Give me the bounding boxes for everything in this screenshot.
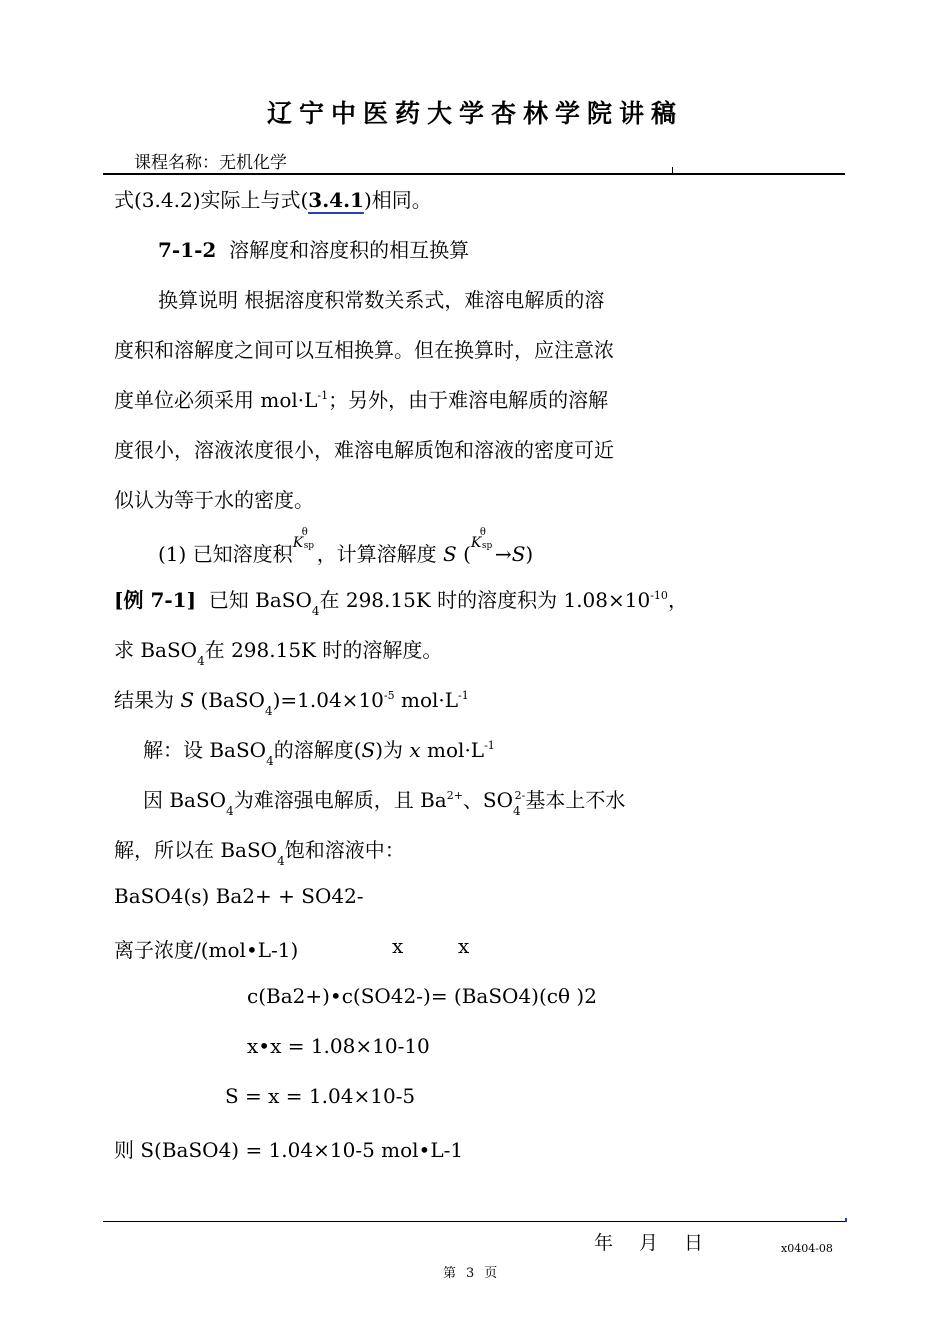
header-rule bbox=[103, 173, 845, 175]
footer-rule bbox=[103, 1221, 845, 1222]
superscript: 2+ bbox=[446, 789, 463, 802]
solution-line bbox=[143, 734, 495, 768]
ksp-symbol bbox=[470, 527, 495, 559]
paragraph-line: 换算说明 根据溶度积常数关系式，难溶电解质的溶 bbox=[158, 288, 605, 312]
equation-value: x bbox=[458, 934, 470, 958]
ksp-letter: K bbox=[470, 535, 482, 551]
paragraph-line: 度很小，溶液浓度很小，难溶电解质饱和溶液的密度可近 bbox=[114, 438, 614, 462]
example-label: [例 bbox=[114, 588, 151, 612]
page-prefix: 第 bbox=[443, 1266, 457, 1281]
section-heading bbox=[158, 234, 469, 263]
superscript: -1 bbox=[317, 389, 329, 402]
superscript: -5 bbox=[383, 689, 395, 702]
ksp-subscript: sp bbox=[481, 541, 493, 551]
superscript: -1 bbox=[458, 689, 469, 702]
document-code: x0404-08 bbox=[781, 1242, 833, 1255]
text-fragment: 求 BaSO bbox=[114, 638, 198, 662]
ksp-symbol bbox=[292, 527, 317, 559]
arrow: → bbox=[494, 542, 512, 566]
text-fragment: ，计算溶解度 bbox=[316, 542, 437, 566]
text-fragment: 式(3.4.2)实际上与式( bbox=[114, 188, 309, 212]
text-fragment: ( bbox=[463, 542, 471, 566]
subscript: 4 bbox=[513, 804, 521, 818]
superscript: -10 bbox=[650, 589, 668, 602]
superscript: 2- bbox=[514, 789, 526, 802]
symbol-s: S bbox=[180, 688, 195, 712]
text-fragment: 、SO bbox=[462, 788, 514, 812]
equation-line: x•x = 1.08×10-10 bbox=[247, 1034, 430, 1058]
header-rule-tick bbox=[672, 167, 673, 173]
equation-line: BaSO4(s) Ba2+ + SO42- bbox=[114, 884, 364, 908]
symbol-s: S bbox=[511, 542, 526, 566]
symbol-s: S bbox=[361, 738, 376, 762]
text-fragment: ) bbox=[525, 542, 534, 566]
subscript: 4 bbox=[266, 754, 274, 768]
subscript: 4 bbox=[311, 604, 320, 618]
text-fragment: 在 298.15K 时的溶解度。 bbox=[204, 638, 443, 662]
ksp-theta: θ bbox=[479, 527, 486, 538]
section-number: 7-1-2 bbox=[158, 238, 217, 262]
page-suffix: 页 bbox=[484, 1266, 498, 1281]
section-title: 溶解度和溶度积的相互换算 bbox=[229, 238, 470, 262]
page-number bbox=[443, 1262, 507, 1281]
ksp-subscript: sp bbox=[303, 541, 315, 551]
text-fragment: 饱和溶液中： bbox=[284, 838, 405, 862]
equation-value: x bbox=[392, 934, 404, 958]
equation-line: c(Ba2+)•c(SO42-)= (BaSO4)(cθ )2 bbox=[247, 984, 597, 1008]
document-title: 辽宁中医药大学杏林学院讲稿 bbox=[266, 99, 683, 128]
ksp-letter: K bbox=[292, 535, 304, 551]
date-year: 年 bbox=[594, 1232, 614, 1254]
text-fragment: 因 BaSO bbox=[143, 788, 227, 812]
text-fragment: 为难溶强电解质，且 Ba bbox=[233, 788, 447, 812]
example-line bbox=[114, 584, 688, 618]
text-fragment: 基本上不水 bbox=[525, 788, 626, 812]
subscript: 4 bbox=[197, 654, 205, 668]
page-num: 3 bbox=[466, 1266, 475, 1281]
example-line bbox=[114, 634, 442, 668]
text-fragment: )为 bbox=[375, 738, 410, 762]
text-fragment: 解，所以在 BaSO bbox=[114, 838, 278, 862]
date-month: 月 bbox=[639, 1232, 659, 1254]
course-name: 课程名称：无机化学 bbox=[134, 153, 287, 173]
text-fragment: mol·L bbox=[420, 738, 485, 762]
subscript: 4 bbox=[226, 804, 234, 818]
equation-line: 则 S(BaSO4) = 1.04×10-5 mol•L-1 bbox=[114, 1138, 464, 1162]
example-number: 7-1] bbox=[150, 588, 197, 612]
subscript: 4 bbox=[277, 854, 285, 868]
text-fragment: mol·L bbox=[394, 688, 459, 712]
paragraph-line: 度积和溶解度之间可以互相换算。但在换算时，应注意浓 bbox=[114, 338, 614, 362]
subscript: 4 bbox=[264, 704, 273, 718]
superscript: -1 bbox=[484, 739, 495, 752]
paragraph-line: 似认为等于水的密度。 bbox=[114, 488, 314, 512]
date-day: 日 bbox=[684, 1232, 704, 1254]
text-fragment: 的溶解度( bbox=[273, 738, 362, 762]
paragraph-line bbox=[114, 384, 608, 413]
footer-rule-tick bbox=[845, 1218, 847, 1222]
text-fragment: ；另外，由于难溶电解质的溶解 bbox=[328, 388, 609, 412]
text-fragment: 在 298.15K 时的溶度积为 1.08×10 bbox=[319, 588, 651, 612]
result-line bbox=[114, 684, 469, 718]
text-fragment: )=1.04×10 bbox=[272, 688, 384, 712]
case-heading bbox=[158, 527, 534, 567]
explanation-line bbox=[143, 784, 625, 818]
equation-line: 离子浓度/(mol•L-1) bbox=[114, 938, 299, 962]
text-fragment: (1) 已知溶度积 bbox=[158, 542, 293, 566]
text-fragment: (BaSO bbox=[194, 688, 265, 712]
ksp-theta: θ bbox=[301, 527, 308, 538]
explanation-line bbox=[114, 834, 405, 868]
equation-link[interactable]: 3.4.1 bbox=[308, 188, 364, 212]
text-line-formula-reference bbox=[114, 184, 432, 213]
text-fragment: 结果为 bbox=[114, 688, 181, 712]
symbol-s: S bbox=[443, 542, 457, 566]
text-fragment: 解：设 BaSO bbox=[143, 738, 267, 762]
text-fragment: 度单位必须采用 mol·L bbox=[114, 388, 318, 412]
date-field bbox=[594, 1228, 729, 1255]
equation-line: S = x = 1.04×10-5 bbox=[225, 1084, 416, 1108]
text-fragment: 已知 BaSO bbox=[208, 588, 312, 612]
symbol-x: x bbox=[409, 738, 421, 762]
text-fragment: )相同。 bbox=[363, 188, 432, 212]
text-fragment: ， bbox=[667, 588, 688, 612]
